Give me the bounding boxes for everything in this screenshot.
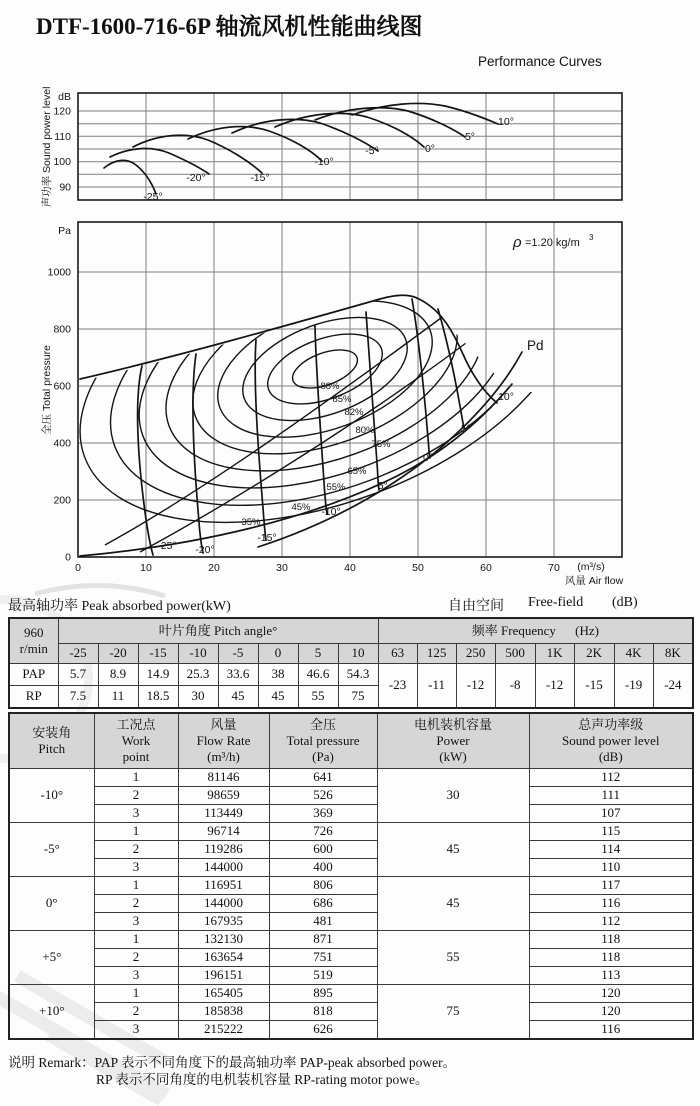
page-subtitle: Performance Curves — [478, 54, 602, 69]
work-point-cell: 1 — [94, 877, 178, 895]
x-axis-unit: (m³/s) — [577, 561, 605, 573]
table-row — [9, 949, 693, 967]
pressure-cell: 481 — [269, 913, 377, 931]
free-field-unit: (dB) — [612, 595, 638, 610]
fan-curve-neg15deg — [255, 340, 266, 540]
sound-level-cell: 113 — [529, 967, 693, 985]
pitch-cell: 0° — [9, 877, 94, 931]
rp-value: 55 — [298, 686, 338, 709]
work-point-cell: 3 — [94, 967, 178, 985]
curve-label: 10° — [498, 116, 514, 128]
fan-curve-0deg — [412, 299, 430, 458]
work-point-cell: 2 — [94, 949, 178, 967]
header-line: Total pressure — [286, 732, 360, 748]
header-flow-rate — [178, 713, 269, 769]
rp-value: 45 — [218, 686, 258, 709]
rp-value: 75 — [338, 686, 378, 709]
sound-level-cell: 111 — [529, 787, 693, 805]
rho-symbol: ρ — [513, 234, 522, 251]
header-work-point — [94, 713, 178, 769]
peak-power-caption: 最高轴功率 Peak absorbed power(kW) — [8, 599, 231, 614]
pressure-cell: 806 — [269, 877, 377, 895]
sound-level-cell: 114 — [529, 841, 693, 859]
sound-curve-labels — [143, 116, 514, 203]
header-line: Work — [121, 732, 151, 748]
header-line: 风量 — [210, 716, 237, 732]
angle-label: 5° — [460, 423, 472, 435]
free-field-caption-cn: 自由空间 — [448, 599, 504, 614]
tick-label: 70 — [548, 562, 560, 574]
rp-label: RP — [9, 686, 58, 709]
pressure-cell: 626 — [269, 1021, 377, 1040]
tick-label: 50 — [412, 562, 424, 574]
header-line: 安装角 — [32, 724, 72, 740]
mid-labels — [0, 595, 700, 613]
work-point-cell: 2 — [94, 895, 178, 913]
axis-unit: Pa — [58, 225, 71, 237]
efficiency-label: 35% — [241, 517, 261, 528]
angle-col: -15 — [138, 644, 178, 664]
pap-value: 14.9 — [138, 664, 178, 686]
header-total-pressure — [269, 713, 377, 769]
pressure-cell: 871 — [269, 931, 377, 949]
freq-value: -8 — [495, 664, 535, 709]
pressure-cell: 369 — [269, 805, 377, 823]
rp-value: 45 — [258, 686, 298, 709]
flow-rate-cell: 119286 — [178, 841, 269, 859]
pitch-cell: +5° — [9, 931, 94, 985]
pressure-cell: 519 — [269, 967, 377, 985]
freq-col: 4K — [614, 644, 653, 664]
power-cell: 30 — [377, 769, 529, 823]
efficiency-label: 80% — [355, 425, 375, 436]
sound-y-axis-title: 声功率 Sound power level — [41, 86, 53, 208]
table-row — [9, 841, 693, 859]
flow-rate-cell: 165405 — [178, 985, 269, 1003]
efficiency-label: 82% — [344, 407, 364, 418]
curve-label: -20° — [186, 172, 206, 184]
freq-value: -12 — [456, 664, 495, 709]
remark-line-1: 说明 Remark：PAP 表示不同角度下的最高轴功率 PAP-peak absorbed power。 — [8, 1055, 457, 1070]
table-row — [9, 1003, 693, 1021]
angle-label: -20° — [195, 544, 215, 556]
power-frequency-table — [8, 617, 694, 709]
tick-label: 40 — [344, 562, 356, 574]
tick-label: 400 — [53, 437, 71, 450]
freq-value: -12 — [535, 664, 574, 709]
pressure-y-axis-title: 全压 Total pressure — [41, 345, 53, 435]
sound-level-cell: 110 — [529, 859, 693, 877]
page-title: DTF-1600-716-6P 轴流风机性能曲线图 — [36, 14, 423, 39]
power-cell: 45 — [377, 823, 529, 877]
table-row — [9, 931, 693, 949]
work-point-cell: 2 — [94, 841, 178, 859]
freq-col: 1K — [535, 644, 574, 664]
pressure-cell: 600 — [269, 841, 377, 859]
header-line: (dB) — [598, 749, 623, 765]
sound-level-cell: 118 — [529, 949, 693, 967]
tick-label: 90 — [59, 181, 71, 194]
sound-level-cell: 116 — [529, 895, 693, 913]
angle-col: 10 — [338, 644, 378, 664]
header-line: Flow Rate — [196, 732, 251, 748]
sound-level-cell: 115 — [529, 823, 693, 841]
angle-label: -10° — [321, 506, 341, 518]
pressure-cell: 726 — [269, 823, 377, 841]
pitch-angle-header: 叶片角度 Pitch angle° — [58, 618, 378, 644]
header-line: 全压 — [309, 716, 336, 732]
pressure-cell: 526 — [269, 787, 377, 805]
tick-label: 200 — [53, 494, 71, 507]
tick-label: 1000 — [47, 266, 71, 279]
flow-rate-cell: 144000 — [178, 859, 269, 877]
rp-value: 7.5 — [58, 686, 98, 709]
angle-col: -10 — [178, 644, 218, 664]
efficiency-label: 85% — [332, 394, 352, 405]
header-line: (Pa) — [312, 749, 334, 765]
work-point-cell: 2 — [94, 787, 178, 805]
angle-label: -25° — [157, 540, 177, 552]
flow-rate-cell: 81146 — [178, 769, 269, 787]
sound-level-cell: 120 — [529, 1003, 693, 1021]
sound-level-cell: 118 — [529, 931, 693, 949]
pressure-cell: 751 — [269, 949, 377, 967]
table-row — [9, 985, 693, 1003]
flow-rate-cell: 113449 — [178, 805, 269, 823]
frequency-header — [378, 618, 693, 644]
flow-rate-cell: 196151 — [178, 967, 269, 985]
header-line: point — [122, 749, 150, 765]
sound-y-ticks — [53, 91, 71, 194]
work-point-cell: 1 — [94, 769, 178, 787]
tick-label: 800 — [53, 323, 71, 336]
power-cell: 45 — [377, 877, 529, 931]
header-line: Power — [436, 732, 470, 748]
freq-col: 250 — [456, 644, 495, 664]
curve-label: -5° — [365, 145, 379, 157]
axis-unit: dB — [58, 91, 71, 103]
fan-curve-neg20deg — [193, 354, 203, 553]
free-delivery-envelope — [80, 384, 512, 556]
rp-value: 30 — [178, 686, 218, 709]
tick-label: 30 — [276, 562, 288, 574]
density-exponent: 3 — [589, 233, 594, 242]
pap-label: PAP — [9, 664, 58, 686]
rp-value: 18.5 — [138, 686, 178, 709]
table-row — [9, 823, 693, 841]
flow-rate-cell: 185838 — [178, 1003, 269, 1021]
tick-label: 110 — [54, 130, 71, 143]
sound-level-cell: 117 — [529, 877, 693, 895]
table-row — [9, 895, 693, 913]
efficiency-label: 75% — [371, 439, 391, 450]
sound-level-cell: 116 — [529, 1021, 693, 1040]
tick-label: 100 — [53, 156, 71, 169]
tick-label: 120 — [53, 105, 71, 118]
header-sound-power — [529, 713, 693, 769]
angle-col: -20 — [98, 644, 138, 664]
freq-value: -11 — [417, 664, 456, 709]
efficiency-label: 55% — [326, 482, 346, 493]
pd-label: Pd — [527, 338, 544, 353]
rp-value: 11 — [98, 686, 138, 709]
tick-label: 60 — [480, 562, 492, 574]
sound-level-cell: 112 — [529, 913, 693, 931]
pitch-cell: -10° — [9, 769, 94, 823]
pap-value: 46.6 — [298, 664, 338, 686]
angle-col: -25 — [58, 644, 98, 664]
table-row — [9, 787, 693, 805]
angle-label: -15° — [257, 532, 277, 544]
flow-rate-cell: 96714 — [178, 823, 269, 841]
density-annotation: =1.20 kg/m — [525, 237, 580, 249]
flow-rate-cell: 132130 — [178, 931, 269, 949]
rpm-unit: r/min — [19, 641, 48, 656]
fan-curve-neg25deg — [138, 366, 153, 555]
angle-col: -5 — [218, 644, 258, 664]
freq-value: -23 — [378, 664, 417, 709]
rpm-value: 960 — [24, 624, 44, 640]
remark — [8, 1055, 692, 1089]
work-point-cell: 3 — [94, 805, 178, 823]
work-point-cell: 1 — [94, 823, 178, 841]
rpm-cell — [9, 618, 58, 664]
table-row — [9, 859, 693, 877]
efficiency-label: 65% — [347, 466, 367, 477]
work-point-cell: 1 — [94, 985, 178, 1003]
table-row — [9, 967, 693, 985]
angle-col: 5 — [298, 644, 338, 664]
table-row — [9, 769, 693, 787]
header-pitch — [9, 713, 94, 769]
pressure-cell: 895 — [269, 985, 377, 1003]
table-row — [9, 805, 693, 823]
curve-label: 0° — [424, 143, 436, 155]
power-cell: 75 — [377, 985, 529, 1040]
fan-curve-5deg — [438, 309, 464, 428]
table-row — [9, 1021, 693, 1040]
curve-label: -10° — [314, 156, 334, 168]
work-point-cell: 3 — [94, 1021, 178, 1040]
table-row — [9, 877, 693, 895]
tick-label: 600 — [53, 380, 71, 393]
freq-col: 2K — [574, 644, 614, 664]
header-line: 电机装机容量 — [413, 716, 492, 732]
freq-col: 63 — [378, 644, 417, 664]
header-line: 工况点 — [116, 716, 156, 732]
pressure-cell: 641 — [269, 769, 377, 787]
tick-label: 20 — [208, 562, 220, 574]
header-line: 总声功率级 — [578, 716, 644, 732]
efficiency-label: 45% — [291, 502, 311, 513]
pressure-cell: 686 — [269, 895, 377, 913]
pap-value: 25.3 — [178, 664, 218, 686]
flow-rate-cell: 98659 — [178, 787, 269, 805]
pitch-cell: +10° — [9, 985, 94, 1040]
header-line: (m³/h) — [207, 749, 240, 765]
work-point-cell: 3 — [94, 913, 178, 931]
pap-value: 33.6 — [218, 664, 258, 686]
freq-value: -19 — [614, 664, 653, 709]
pressure-x-ticks — [75, 561, 624, 587]
pressure-chart-grid — [78, 222, 622, 557]
header-line: Pitch — [38, 741, 66, 756]
free-field-caption-en: Free-field — [528, 595, 584, 610]
angle-label: 0° — [422, 452, 434, 464]
flow-rate-cell: 144000 — [178, 895, 269, 913]
efficiency-label: 88% — [320, 381, 340, 392]
freq-value: -24 — [653, 664, 693, 709]
sound-level-cell: 120 — [529, 985, 693, 1003]
pitch-cell: -5° — [9, 823, 94, 877]
x-axis-title: 风量 Air flow — [564, 575, 624, 587]
curve-label: -15° — [250, 172, 270, 184]
sound-level-cell: 107 — [529, 805, 693, 823]
header-line: Sound power level — [562, 732, 660, 748]
freq-col: 8K — [653, 644, 693, 664]
sound-level-cell: 112 — [529, 769, 693, 787]
freq-col: 125 — [417, 644, 456, 664]
work-point-cell: 2 — [94, 1003, 178, 1021]
angle-col: 0 — [258, 644, 298, 664]
pap-value: 38 — [258, 664, 298, 686]
work-point-cell: 1 — [94, 931, 178, 949]
angle-label: -5° — [374, 480, 388, 492]
frequency-header-text: 频率 Frequency — [471, 622, 556, 638]
pressure-cell: 818 — [269, 1003, 377, 1021]
header-line: (kW) — [439, 749, 467, 765]
tick-label: 10 — [140, 562, 152, 574]
frequency-header-unit: (Hz) — [575, 622, 599, 638]
performance-table — [8, 712, 694, 1040]
pitch-angle-labels — [157, 391, 514, 556]
angle-label: 10° — [498, 391, 514, 403]
freq-value: -15 — [574, 664, 614, 709]
pap-value: 54.3 — [338, 664, 378, 686]
tick-label: 0 — [65, 551, 71, 564]
flow-rate-cell: 163654 — [178, 949, 269, 967]
flow-rate-cell: 167935 — [178, 913, 269, 931]
power-cell: 55 — [377, 931, 529, 985]
table-row — [9, 913, 693, 931]
work-point-cell: 3 — [94, 859, 178, 877]
pap-value: 8.9 — [98, 664, 138, 686]
flow-rate-cell: 215222 — [178, 1021, 269, 1040]
curve-label: -25° — [143, 191, 163, 203]
pressure-cell: 400 — [269, 859, 377, 877]
fan-curve-neg10deg — [315, 326, 327, 514]
remark-line-2: RP 表示不同角度的电机装机容量 RP-rating motor powe。 — [96, 1071, 429, 1087]
curve-label: 5° — [464, 131, 476, 143]
freq-col: 500 — [495, 644, 535, 664]
header-power — [377, 713, 529, 769]
flow-rate-cell: 116951 — [178, 877, 269, 895]
sound-chart-grid — [78, 93, 622, 200]
pap-value: 5.7 — [58, 664, 98, 686]
tick-label: 0 — [75, 562, 81, 574]
